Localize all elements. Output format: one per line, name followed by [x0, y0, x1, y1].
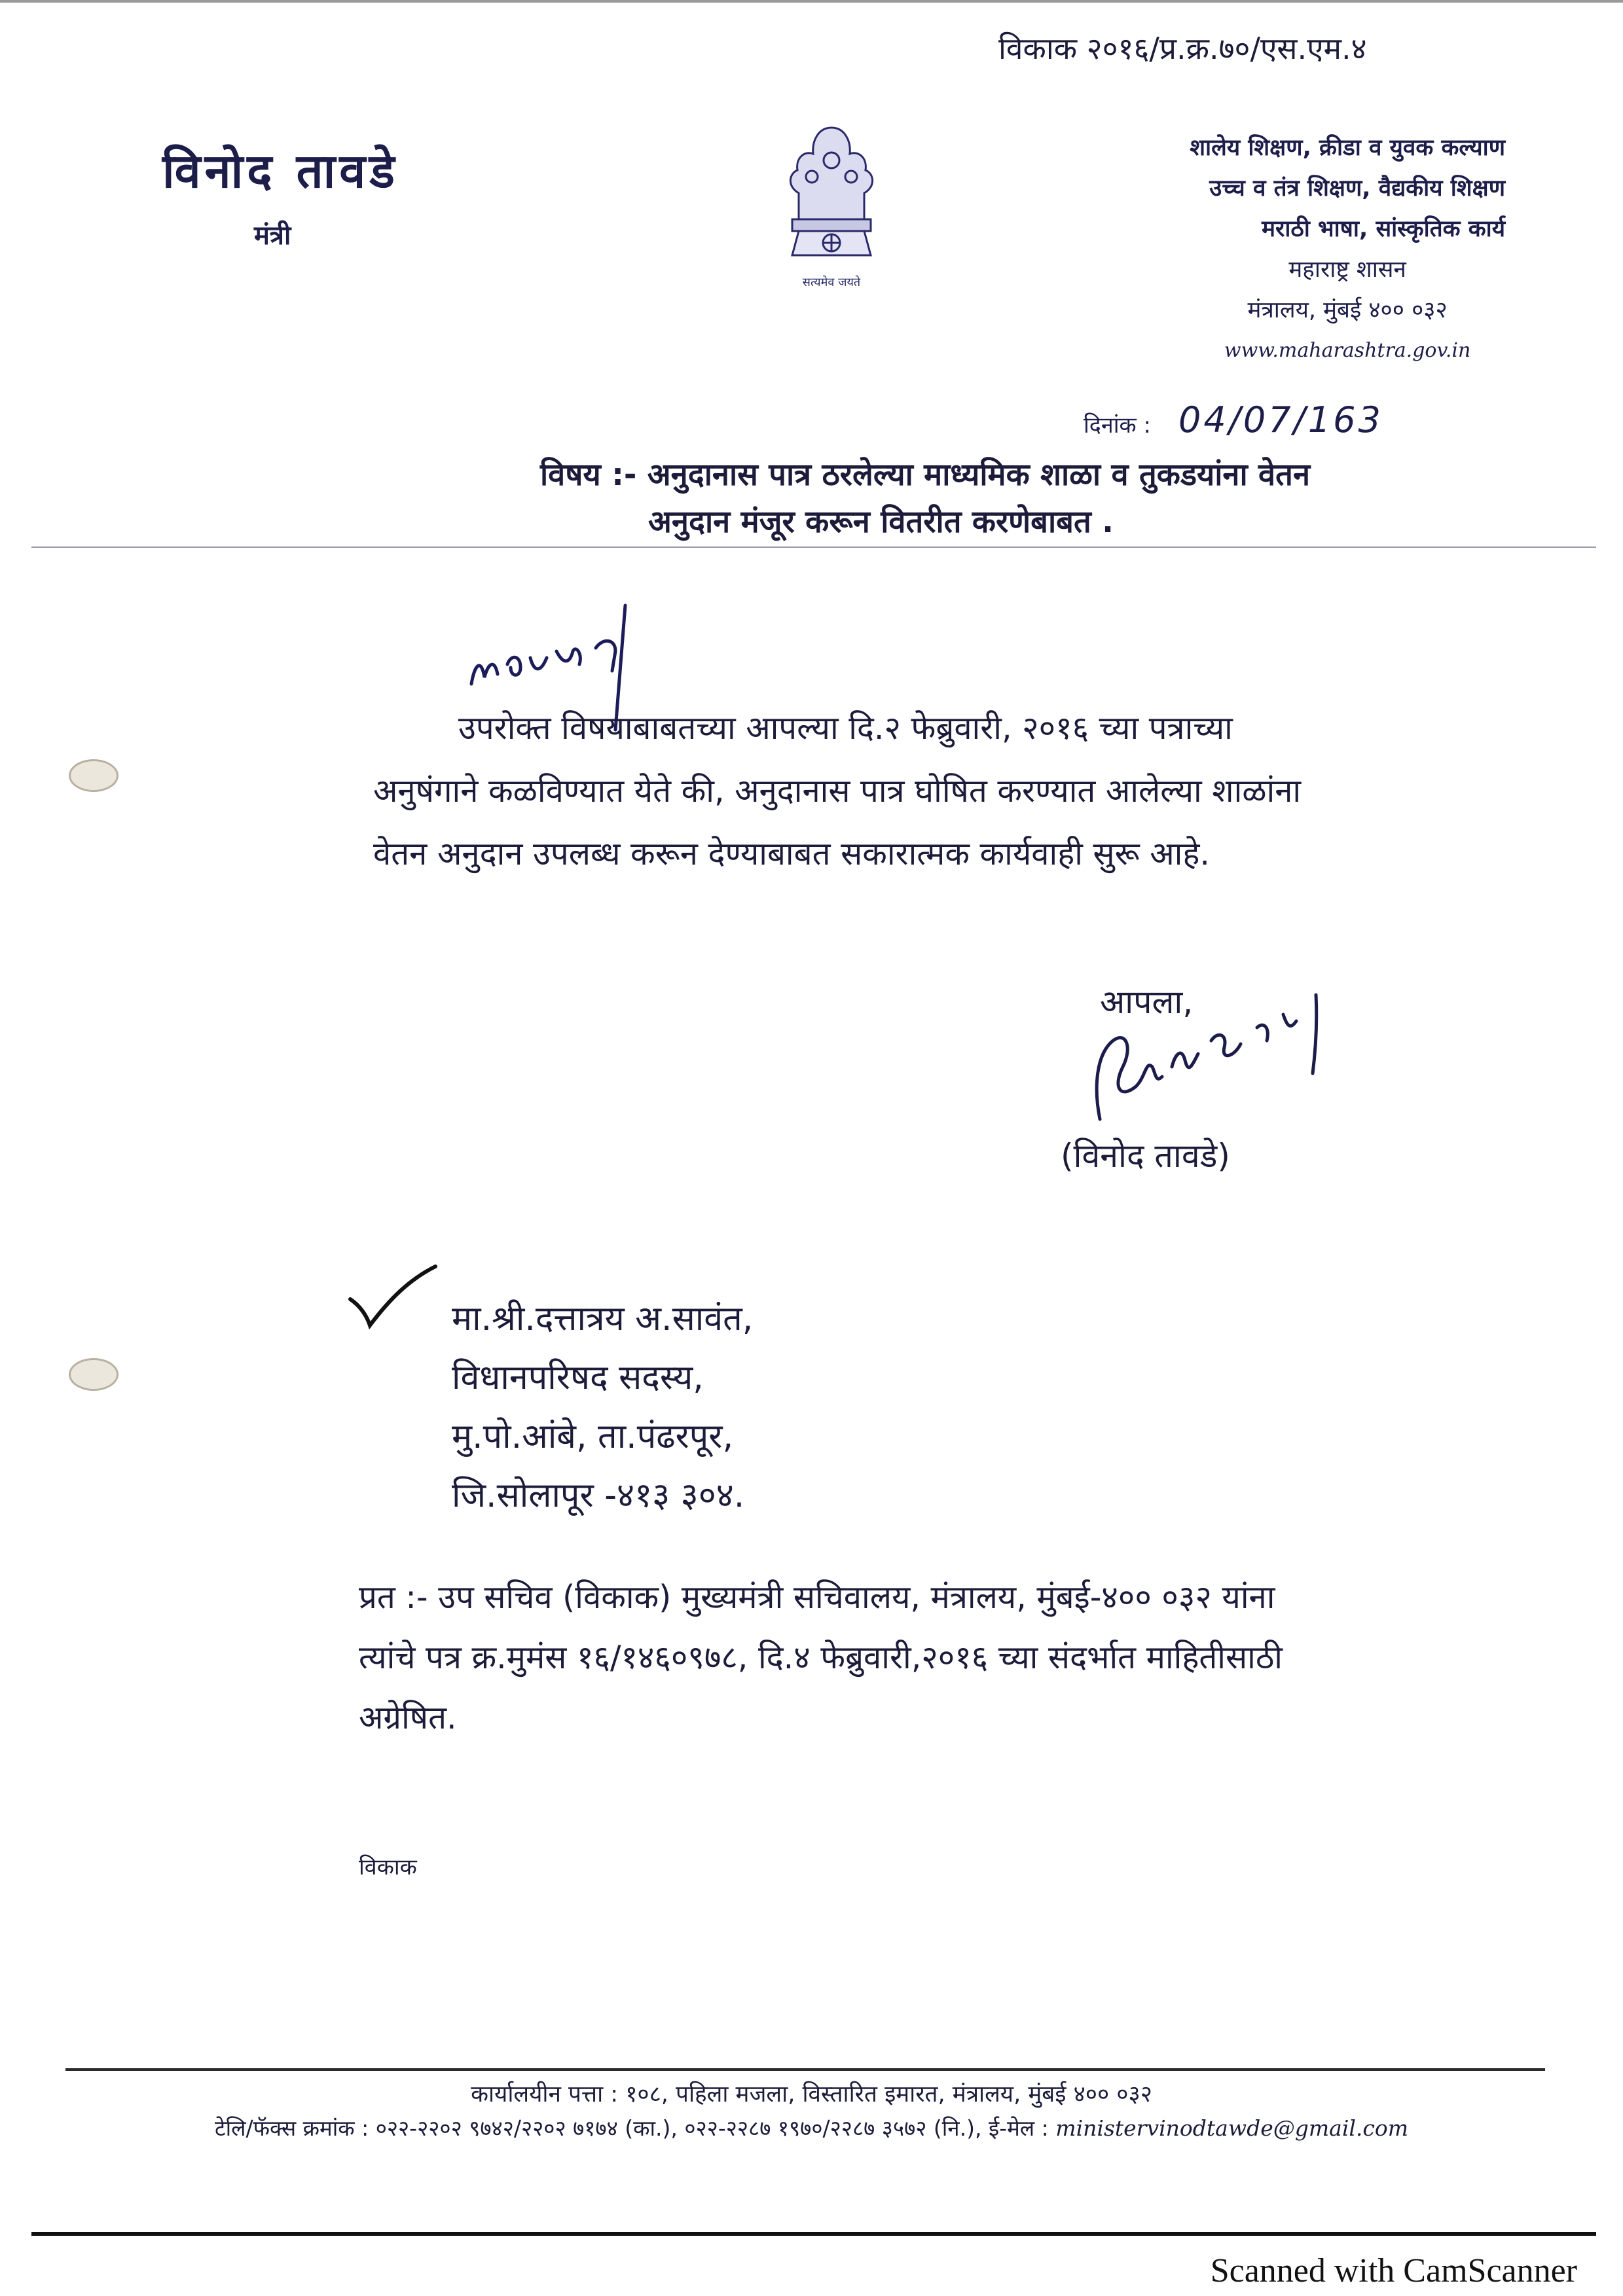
minister-name: विनोद तावडे [162, 143, 399, 198]
national-emblem-icon [773, 115, 890, 301]
footer-divider [65, 2068, 1545, 2071]
punch-hole [69, 759, 119, 792]
date-label: दिनांक : [1084, 412, 1151, 439]
website-link[interactable]: www.maharashtra.gov.in [1224, 339, 1471, 362]
recipient-line: विधानपरिषद सदस्य, [452, 1358, 704, 1397]
copy-line-3: अग्रेषित. [359, 1699, 457, 1736]
office-address: मंत्रालय, मुंबई ४०० ०३२ [1247, 297, 1448, 323]
subject-block [540, 452, 1310, 546]
header-divider [31, 547, 1596, 548]
department-line: शालेय शिक्षण, क्रीडा व युवक कल्याण [1190, 135, 1505, 161]
emblem-motto: सत्यमेव जयते [802, 276, 861, 289]
department-line: मराठी भाषा, सांस्कृतिक कार्य [1262, 216, 1505, 242]
top-edge-line [0, 0, 1623, 3]
reference-number: विकाक २०१६/प्र.क्र.७०/एस.एम.४ [998, 31, 1367, 66]
footer-email-link[interactable]: ministervinodtawde@gmail.com [1055, 2115, 1409, 2141]
page-bottom-rule [31, 2232, 1596, 2236]
recipient-line: जि.सोलापूर -४१३ ३०४. [452, 1476, 745, 1515]
subject-line-1: विषय :- अनुदानास पात्र ठरलेल्या माध्यमिक शाळा व तुकडयांना वेतन [540, 457, 1311, 493]
recipient-address [452, 1289, 753, 1525]
department-block [1190, 128, 1505, 371]
body-line-2: अनुषंगाने कळविण्यात येते की, अनुदानास पात्र घोषित करण्यात आलेल्या शाळांना [373, 772, 1302, 810]
subject-line-2: अनुदान मंजूर करून वितरीत करणेबाबत . [648, 504, 1114, 540]
footer-address: कार्यालयीन पत्ता : १०८, पहिला मजला, विस्तारित इमारत, मंत्रालय, मुंबई ४०० ०३२ [471, 2081, 1152, 2108]
initials: विकाक [359, 1854, 417, 1880]
signatory-name: (विनोद तावडे) [1061, 1137, 1230, 1175]
department-line: उच्च व तंत्र शिक्षण, वैद्यकीय शिक्षण [1209, 175, 1505, 202]
camscanner-watermark: Scanned with CamScanner [1210, 2252, 1577, 2289]
letter-body [373, 697, 1486, 886]
date-value: 04/07/163 [1178, 399, 1383, 440]
copy-line-1: प्रत :- उप सचिव (विकाक) मुख्यमंत्री सचिवालय, मंत्रालय, मुंबई-४०० ०३२ यांना [359, 1579, 1275, 1616]
copy-to-block [359, 1568, 1472, 1748]
recipient-line: मु.पो.आंबे, ता.पंढरपूर, [452, 1417, 734, 1456]
copy-line-2: त्यांचे पत्र क्र.मुमंस १६/१४६०९७८, दि.४ फेब्रुवारी,२०१६ च्या संदर्भात माहितीसाठी [359, 1639, 1283, 1676]
punch-hole [69, 1358, 119, 1391]
recipient-line: मा.श्री.दत्तात्रय अ.सावंत, [452, 1299, 754, 1338]
check-mark-icon [344, 1260, 442, 1338]
body-line-1: उपरोक्त विषयाबाबतच्या आपल्या दि.२ फेब्रुवारी, २०१६ च्या पत्राच्या [458, 709, 1233, 747]
footer-phone-fax: टेलि/फॅक्स क्रमांक : ०२२-२२०२ ९७४२/२२०२ ७१७४ (का.), ०२२-२२८७ १९७०/२२८७ ३५७२ (नि.), ई-मेल : [214, 2115, 1049, 2141]
minister-role: मंत्री [254, 221, 291, 251]
body-line-3: वेतन अनुदान उपलब्ध करून देण्याबाबत सकारात्मक कार्यवाही सुरू आहे. [373, 835, 1210, 872]
government-name: महाराष्ट्र शासन [1288, 257, 1406, 283]
closing-salutation: आपला, [1100, 983, 1194, 1021]
signature [1074, 969, 1414, 1139]
footer-contacts [0, 2113, 1623, 2142]
